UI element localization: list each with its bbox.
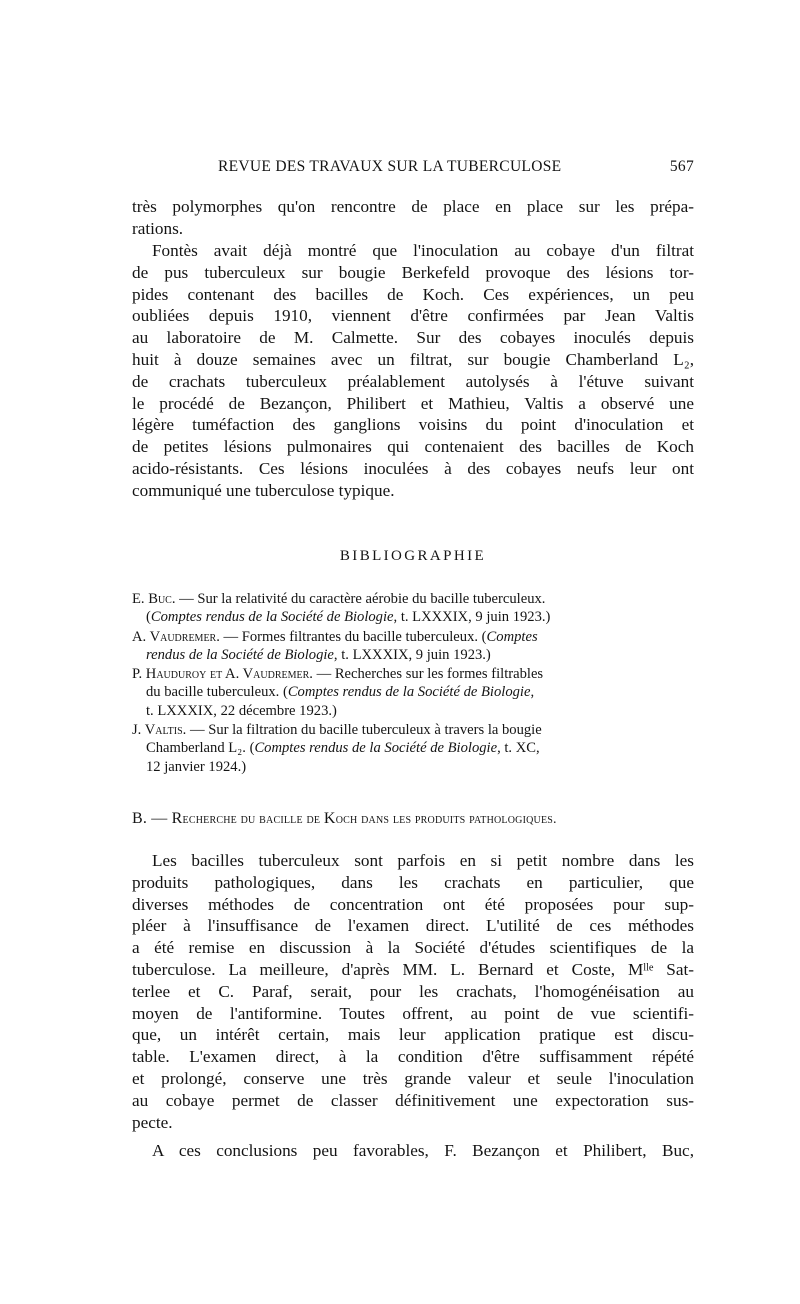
section-title-text: echerche du bacille de xyxy=(182,812,324,827)
ref-line xyxy=(132,739,694,757)
ref-text: — Sur la relativité du caractère aérobie du bacille tuberculeux. xyxy=(175,591,546,607)
section-title-text: och xyxy=(335,812,358,827)
bibliography-entry xyxy=(132,590,694,627)
text-line: huit à douze semaines avec un filtrat, sur bougie Chamberland L₂, xyxy=(132,349,694,369)
ref-line xyxy=(132,721,694,739)
text-line: table. L'examen direct, à la condition d'être suffisamment répété xyxy=(132,1047,694,1067)
text-line: pecte. xyxy=(132,1112,173,1132)
text-line: rations. xyxy=(132,218,184,238)
text-line: acido-résistants. Ces lésions inoculées à des cobayes neufs leur ont xyxy=(132,458,694,478)
ref-text: Chamberland L₂. ( xyxy=(146,740,255,757)
ref-line xyxy=(132,683,694,701)
ref-line: 12 janvier 1924.) xyxy=(146,758,247,775)
ref-journal: Comptes rendus de la Société de Biologie xyxy=(254,740,498,757)
section-koch-initial: K xyxy=(323,810,336,827)
paragraph-conclusions xyxy=(132,1140,694,1162)
text-line: produits pathologiques, dans les crachats en particulier, que xyxy=(132,872,694,892)
paragraph-fontes-valtis xyxy=(132,240,694,502)
running-title: REVUE DES TRAVAUX SUR LA TUBERCULOSE xyxy=(218,158,562,175)
ref-text: ( xyxy=(146,609,151,626)
text-line: Les bacilles tuberculeux sont parfois en si petit nombre dans les xyxy=(152,851,694,870)
ref-author: A. Vaudremer. xyxy=(132,628,220,645)
ref-text: , t. XC, xyxy=(497,740,540,757)
ref-author: E. Buc. xyxy=(132,591,176,607)
ref-line: t. LXXXIX, 22 décembre 1923.) xyxy=(146,702,337,719)
ref-line xyxy=(132,628,694,646)
ref-journal: Comptes xyxy=(486,628,538,645)
text-line: communiqué une tuberculose typique. xyxy=(132,480,395,500)
page-number: 567 xyxy=(669,158,694,175)
ref-line xyxy=(132,646,694,664)
section-title-text: dans les produits pathologiques. xyxy=(357,812,557,827)
text-line: a été remise en discussion à la Société d'études scientifiques de la xyxy=(132,938,694,958)
ref-author: J. Valtis. xyxy=(132,722,187,739)
ref-text: — Sur la filtration du bacille tuberculeux à travers la bougie xyxy=(186,722,542,739)
running-head xyxy=(132,158,694,180)
ref-line xyxy=(132,665,694,683)
ref-text: — Recherches sur les formes filtrables xyxy=(312,666,544,683)
ref-line xyxy=(132,590,694,608)
text-line: diverses méthodes de concentration ont été proposées pour sup- xyxy=(132,894,694,914)
bibliography-entry xyxy=(132,665,694,720)
text-line: légère tuméfaction des ganglions voisins du point d'inoculation et xyxy=(132,415,694,435)
text-line: tuberculose. La meilleure, d'après MM. L. Bernard et Coste, Mˡˡᵉ Sat- xyxy=(132,959,694,979)
text-line: A ces conclusions peu favorables, F. Bezançon et Philibert, Buc, xyxy=(152,1141,694,1160)
bibliography-entry xyxy=(132,628,694,665)
bibliography-entry xyxy=(132,721,694,776)
text-line: pléer à l'insuffisance de l'examen direct. L'utilité de ces méthodes xyxy=(132,916,694,936)
text-line: oubliées depuis 1910, viennent d'être confirmées par Jean Valtis xyxy=(132,306,694,326)
text-line: le procédé de Bezançon, Philibert et Mathieu, Valtis a observé une xyxy=(132,393,694,413)
text-line: au laboratoire de M. Calmette. Sur des cobayes inoculés depuis xyxy=(132,328,694,348)
paragraph-concentration-methods xyxy=(132,850,694,1133)
text-line: et prolongé, conserve une très grande valeur et seule l'inoculation xyxy=(132,1068,694,1088)
ref-line xyxy=(132,608,694,626)
text-line: moyen de l'antiformine. Toutes offrent, au point de vue scientifi- xyxy=(132,1003,694,1023)
bibliography-heading: BIBLIOGRAPHIE xyxy=(339,548,487,564)
ref-journal: Comptes rendus de la Société de Biologie xyxy=(287,684,531,701)
ref-text: du bacille tuberculeux. ( xyxy=(146,684,288,701)
text-line: au cobaye permet de classer définitivement une expectoration sus- xyxy=(132,1090,694,1110)
section-heading xyxy=(132,810,694,828)
bibliography-list xyxy=(132,590,694,777)
ref-text: , xyxy=(530,684,535,701)
ref-author: P. Hauduroy et A. Vaudremer. xyxy=(132,666,313,683)
text-line: très polymorphes qu'on rencontre de place en place sur les prépa- xyxy=(132,197,694,216)
text-line: que, un intérêt certain, mais leur application pratique est discu- xyxy=(132,1025,694,1045)
ref-journal: Comptes rendus de la Société de Biologie xyxy=(150,609,394,626)
paragraph-continuation xyxy=(132,196,694,240)
section-initial: R xyxy=(171,810,183,827)
ref-text: , t. LXXXIX, 9 juin 1923.) xyxy=(333,646,491,663)
text-line: de crachats tuberculeux préalablement autolysés à l'étuve suivant xyxy=(132,371,694,391)
ref-text: — Formes filtrantes du bacille tuberculeux. ( xyxy=(219,628,487,645)
text-line: pides contenant des bacilles de Koch. Ces expériences, un peu xyxy=(132,284,694,304)
text-line: Fontès avait déjà montré que l'inoculation au cobaye d'un filtrat xyxy=(152,241,694,260)
ref-text: , t. LXXXIX, 9 juin 1923.) xyxy=(393,609,551,626)
text-line: de pus tuberculeux sur bougie Berkefeld provoque des lésions tor- xyxy=(132,262,694,282)
text-line: de petites lésions pulmonaires qui contenaient des bacilles de Koch xyxy=(132,437,694,457)
text-line: terlee et C. Paraf, serait, pour les crachats, l'homogénéisation au xyxy=(132,981,694,1001)
ref-journal: rendus de la Société de Biologie xyxy=(146,646,334,663)
section-prefix: B. — xyxy=(132,810,172,827)
